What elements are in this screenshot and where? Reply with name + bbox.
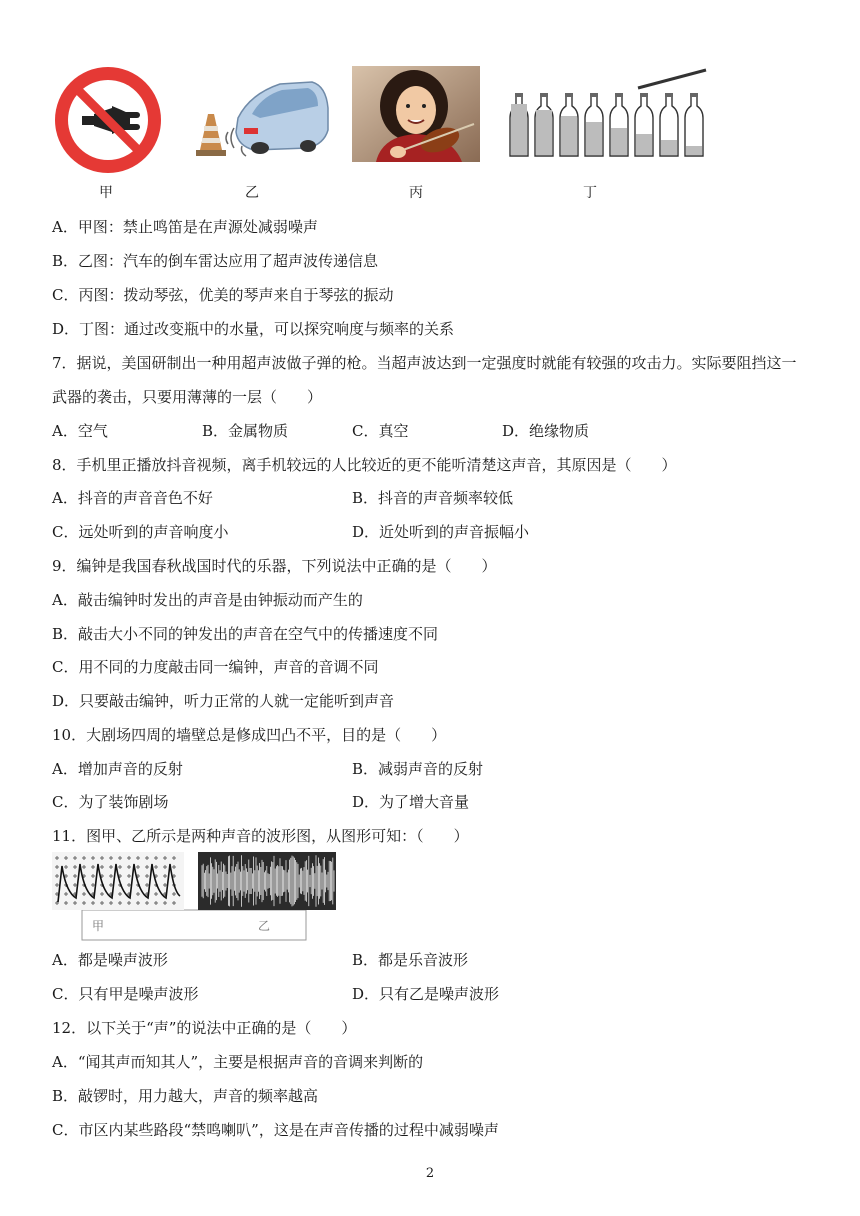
- q12-option-a: A．“闻其声而知其人”，主要是根据声音的音调来判断的: [52, 1053, 424, 1071]
- bottle-water: [686, 146, 702, 155]
- figure-caption-ding: 丁: [583, 185, 597, 201]
- q9-option-b: B．敲击大小不同的钟发出的声音在空气中的传播速度不同: [52, 625, 439, 643]
- q6-option-c: C．丙图：拨动琴弦，优美的琴声来自于琴弦的振动: [52, 286, 394, 304]
- q6-option-a: A．甲图：禁止鸣笛是在声源处减弱噪声: [52, 218, 318, 236]
- q8-stem: 8．手机里正播放抖音视频，离手机较远的人比较近的更不能听清楚这声音，其原因是（ ）: [52, 456, 677, 474]
- q10-stem: 10．大剧场四周的墙壁总是修成凹凸不平，目的是（ ）: [52, 726, 447, 744]
- page-number: 2: [425, 1166, 435, 1181]
- q11-stem: 11．图甲、乙所示是两种声音的波形图，从图形可知：（ ）: [52, 827, 469, 845]
- q7-option-b: B．金属物质: [202, 422, 289, 440]
- q7-stem-line2: 武器的袭击，只要用薄薄的一层（ ）: [52, 388, 323, 406]
- waveform-caption-jia: 甲: [92, 919, 105, 933]
- q11-option-a: A．都是噪声波形: [52, 951, 168, 969]
- q12-stem: 12．以下关于“声”的说法中正确的是（ ）: [52, 1019, 357, 1037]
- q7-option-a: A．空气: [52, 422, 108, 440]
- q9-option-a: A．敲击编钟时发出的声音是由钟振动而产生的: [52, 591, 363, 609]
- q12-option-b: B．敲锣时，用力越大，声音的频率越高: [52, 1087, 319, 1105]
- q6-option-d: D．丁图：通过改变瓶中的水量，可以探究响度与频率的关系: [52, 320, 455, 338]
- car-reversing-radar-figure: [190, 70, 330, 170]
- violin-player-photo: [352, 66, 480, 162]
- q9-stem: 9．编钟是我国春秋战国时代的乐器，下列说法中正确的是（ ）: [52, 557, 497, 575]
- q11-option-c: C．只有甲是噪声波形: [52, 985, 199, 1003]
- bottles-group: [510, 93, 703, 156]
- q8-option-c: C．远处听到的声音响度小: [52, 523, 229, 541]
- q7-stem-line1: 7．据说，美国研制出一种用超声波做子弹的枪。当超声波达到一定强度时就能有较强的攻击力。实际要阻挡这一: [52, 354, 797, 372]
- q8-option-d: D．近处听到的声音振幅小: [352, 523, 530, 541]
- waveform-caption-yi: 乙: [258, 919, 271, 933]
- figure-caption-bing: 丙: [409, 185, 423, 201]
- bottle-water: [611, 128, 627, 155]
- bottle-water: [536, 110, 552, 155]
- bottle-water: [636, 134, 652, 155]
- q8-option-a: A．抖音的声音音色不好: [52, 489, 213, 507]
- q11-option-d: D．只有乙是噪声波形: [352, 985, 500, 1003]
- q11-option-b: B．都是乐音波形: [352, 951, 469, 969]
- bottle-water: [511, 104, 527, 155]
- bottle-water: [661, 140, 677, 155]
- q9-option-c: C．用不同的力度敲击同一编钟，声音的音调不同: [52, 658, 379, 676]
- q7-option-d: D．绝缘物质: [502, 422, 590, 440]
- q6-option-b: B．乙图：汽车的倒车雷达应用了超声波传递信息: [52, 252, 379, 270]
- q10-option-b: B．减弱声音的反射: [352, 760, 484, 778]
- q10-option-a: A．增加声音的反射: [52, 760, 183, 778]
- bottle-water: [561, 116, 577, 155]
- q12-option-c: C．市区内某些路段“禁鸣喇叭”，这是在声音传播的过程中减弱噪声: [52, 1121, 499, 1139]
- no-horn-sign-figure: [52, 64, 164, 176]
- q10-option-c: C．为了装饰剧场: [52, 793, 169, 811]
- bottle-water: [586, 122, 602, 155]
- figure-caption-jia: 甲: [99, 185, 113, 201]
- water-bottles-figure: [504, 66, 714, 162]
- q7-option-c: C．真空: [352, 422, 409, 440]
- q8-option-b: B．抖音的声音频率较低: [352, 489, 514, 507]
- q9-option-d: D．只要敲击编钟，听力正常的人就一定能听到声音: [52, 692, 395, 710]
- q10-option-d: D．为了增大音量: [352, 793, 470, 811]
- figure-caption-yi: 乙: [245, 185, 259, 201]
